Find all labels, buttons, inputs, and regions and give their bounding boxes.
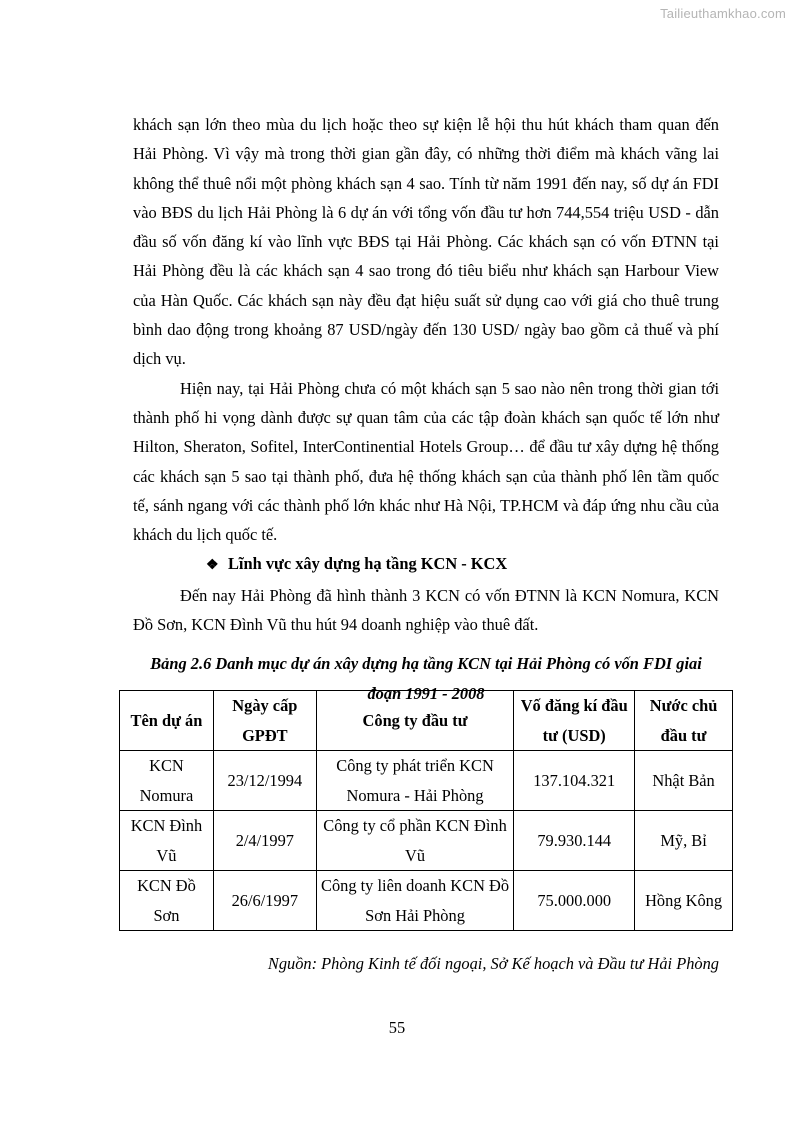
paragraph-industrial-zones: Đến nay Hải Phòng đã hình thành 3 KCN có vốn ĐTNN là KCN Nomura, KCN Đồ Sơn, KCN Đình Vũ thu hút 94 doanh nghiệp vào thuê đất. xyxy=(133,585,719,635)
section-heading-text: Lĩnh vực xây dựng hạ tầng KCN - KCX xyxy=(228,554,508,574)
page-number: 55 xyxy=(388,1018,406,1037)
project-table xyxy=(119,690,733,931)
table-header-row xyxy=(120,691,733,751)
document-body xyxy=(133,110,719,708)
header-project-name: Tên dự án xyxy=(120,691,214,751)
header-license-date: Ngày cấp GPĐT xyxy=(213,691,316,751)
header-investor-country: Nước chủ đầu tư xyxy=(635,691,733,751)
cell-investor-country: Mỹ, Bỉ xyxy=(635,811,733,871)
paragraph-hotels: khách sạn lớn theo mùa du lịch hoặc theo sự kiện lễ hội thu hút khách tham quan đến Hải Phòng. Vì vậy mà trong thời gian gần đây, có những thời điểm mà khách vãng lai không thể thuê nổi một phòng khách sạn 4 sao. Tính từ năm 1991 đến nay, số dự án FDI vào BĐS du lịch Hải Phòng là 6 dự án với tổng vốn đầu tư hơn 744,554 triệu USD - dẫn đầu số vốn đăng kí vào lĩnh vực BĐS tại Hải Phòng. Các khách sạn có vốn ĐTNN tại Hải Phòng đều là các khách sạn 4 sao trong đó tiêu biểu như khách sạn Harbour View của Hàn Quốc. Các khách sạn này đều đạt hiệu suất sử dụng cao với giá cho thuê trung bình dao động trong khoảng 87 USD/ngày đến 130 USD/ ngày bao gồm cả thuế và phí dịch vụ. xyxy=(133,115,719,369)
cell-investor-company: Công ty cổ phần KCN Đình Vũ xyxy=(316,811,513,871)
table-row xyxy=(120,811,733,871)
header-registered-capital: Vố đăng kí đầu tư (USD) xyxy=(514,691,635,751)
header-investor-company: Công ty đầu tư xyxy=(316,691,513,751)
cell-project-name: KCN Đồ Sơn xyxy=(120,871,214,931)
table-caption: Bảng 2.6 Danh mục dự án xây dựng hạ tầng KCN tại Hải Phòng có vốn FDI giai đoạn 1991 - 2008 xyxy=(150,654,702,703)
cell-registered-capital: 79.930.144 xyxy=(514,811,635,871)
paragraph-five-star: Hiện nay, tại Hải Phòng chưa có một khách sạn 5 sao nào nên trong thời gian tới thành phố hi vọng dành được sự quan tâm của các tập đoàn khách sạn quốc tế lớn như Hilton, Sheraton, Sofitel, InterContinential Hotels Group… để đầu tư xây dựng hệ thống các khách sạn 5 sao tại thành phố, đưa hệ thống khách sạn của thành phố lên tầm quốc tế, sánh ngang với các thành phố lớn khác như Hà Nội, TP.HCM và đáp ứng nhu cầu của khách du lịch quốc tế. xyxy=(133,378,719,545)
table-row xyxy=(120,751,733,811)
cell-license-date: 23/12/1994 xyxy=(213,751,316,811)
table-source-note: Nguồn: Phòng Kinh tế đối ngoại, Sở Kế hoạch và Đầu tư Hải Phòng xyxy=(267,954,719,973)
cell-investor-country: Hồng Kông xyxy=(635,871,733,931)
cell-investor-company: Công ty phát triển KCN Nomura - Hải Phòng xyxy=(316,751,513,811)
table-row xyxy=(120,871,733,931)
cell-license-date: 2/4/1997 xyxy=(213,811,316,871)
watermark-text: Tailieuthamkhao.com xyxy=(660,6,786,21)
cell-registered-capital: 75.000.000 xyxy=(514,871,635,931)
cell-license-date: 26/6/1997 xyxy=(213,871,316,931)
cell-investor-country: Nhật Bản xyxy=(635,751,733,811)
cell-project-name: KCN Đình Vũ xyxy=(120,811,214,871)
section-heading xyxy=(133,549,719,580)
cell-registered-capital: 137.104.321 xyxy=(514,751,635,811)
diamond-bullet-icon: ❖ xyxy=(206,558,219,574)
cell-project-name: KCN Nomura xyxy=(120,751,214,811)
cell-investor-company: Công ty liên doanh KCN Đồ Sơn Hải Phòng xyxy=(316,871,513,931)
